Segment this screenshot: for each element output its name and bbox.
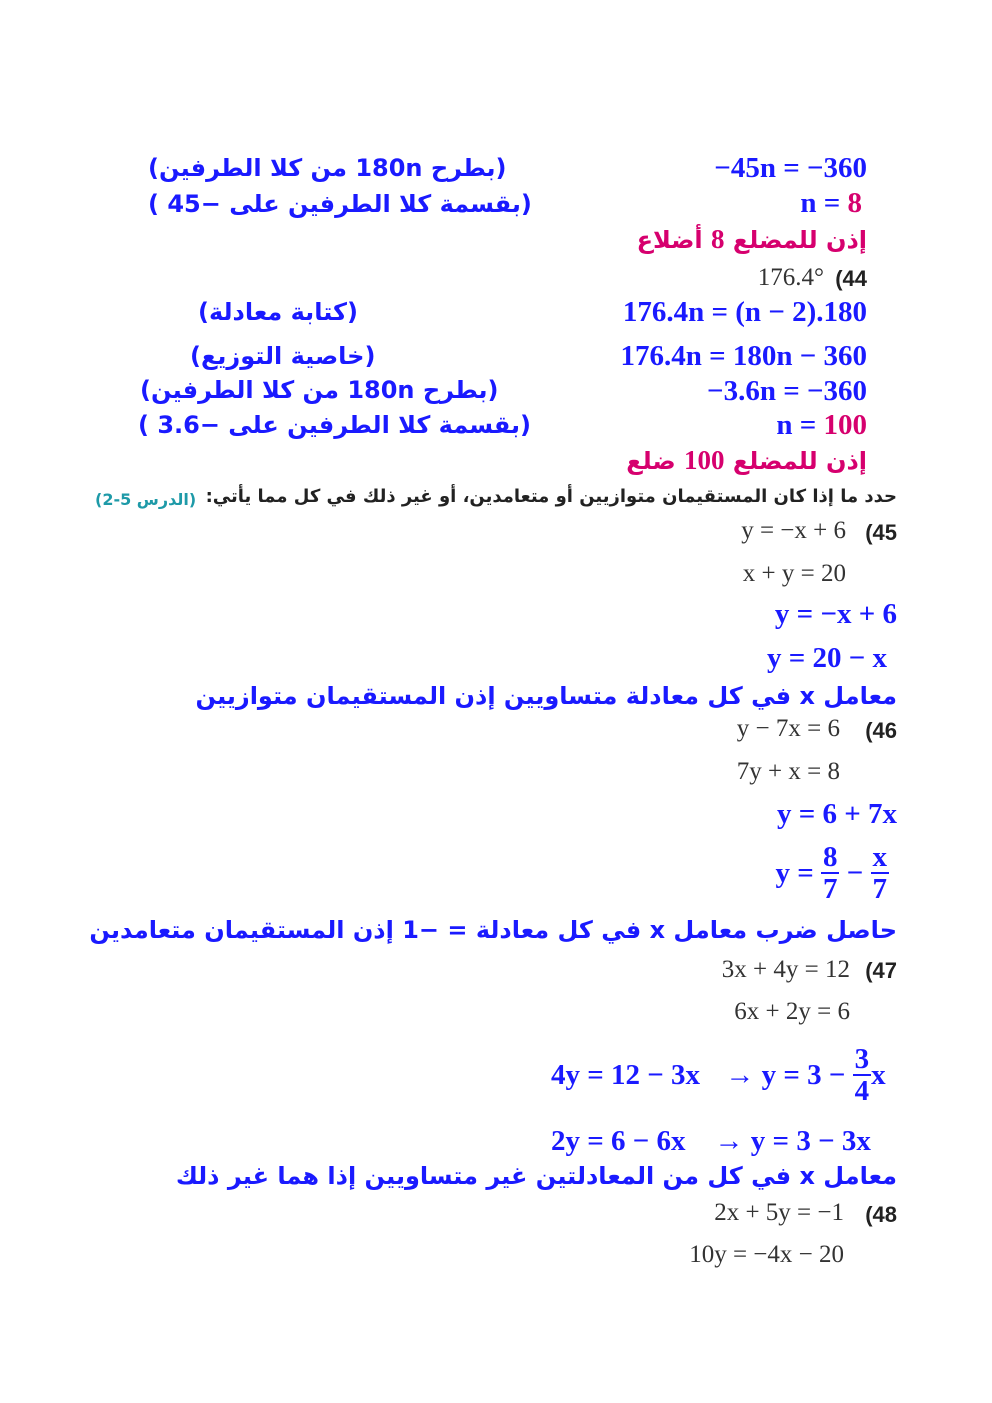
given-equation-45-2: x + y = 20 — [742, 560, 846, 587]
conclusion-45-parallel: معامل x في كل معادلة متساويين إذن المستقيمان متوازيين — [195, 682, 897, 710]
step-47-1: 4y = 12 − 3x → y = 3 − $\frac{3}{4}$ x — [551, 1043, 886, 1108]
step-46-1: y = 6 + 7x — [776, 798, 897, 830]
question-number-44: (44 — [835, 266, 867, 291]
question-number-45: (45 — [865, 520, 897, 545]
note-subtract-180n: (بطرح 180n من كلا الطرفين) — [148, 154, 507, 182]
note-divide-minus3-6: (بقسمة كلا الطرفين على −3.6 ) — [138, 411, 532, 439]
question-number-47: (47 — [865, 958, 897, 983]
given-angle-176: 176.4° — [757, 264, 824, 291]
given-equation-47-2: 6x + 2y = 6 — [734, 998, 850, 1025]
given-equation-47-1: 3x + 4y = 12 — [721, 956, 850, 983]
conclusion-46-perpendicular: حاصل ضرب معامل x في كل معادلة = −1 إذن المستقيمان متعامدين — [89, 916, 897, 944]
n-equals-label: n = — [800, 187, 848, 219]
step-47-2: 2y = 6 − 6x → y = 3 − 3x — [551, 1125, 871, 1157]
given-equation-45-1: y = −x + 6 — [741, 517, 846, 544]
note-distributive-property: (خاصية التوزيع) — [190, 342, 376, 370]
fraction-8-over-7: $\frac{8}{7}$ — [822, 841, 838, 906]
fraction-x-over-7: $\frac{x}{7}$ — [872, 841, 887, 906]
note-write-equation: (كتابة معادلة) — [198, 298, 358, 326]
n-equals-label-2: n = — [776, 409, 824, 441]
conclusion-100-sides: إذن للمضلع 100 ضلع — [626, 445, 867, 475]
step-46-2-fractions: y = $\frac{8}{7}$ − $\frac{x}{7}$ — [775, 841, 887, 906]
equation-176n-180n: 176.4n = 180n − 360 — [620, 340, 867, 372]
conclusion-47-neither: معامل x في كل من المعادلتين غير متساويين إذا هما غير ذلك — [175, 1162, 897, 1190]
given-equation-46-1: y − 7x = 6 — [736, 715, 840, 742]
conclusion-8-sides: إذن للمضلع 8 أضلاع — [636, 224, 867, 254]
n-value: 8 — [847, 187, 862, 219]
given-equation-48-2: 10y = −4x − 20 — [689, 1241, 844, 1268]
note-divide-minus45: (بقسمة كلا الطرفين على −45 ) — [148, 190, 532, 218]
lesson-reference: (الدرس 5-2) — [95, 490, 197, 509]
equation-176n-distribute: 176.4n = (n − 2).180 — [622, 296, 867, 328]
equation-minus3-6n: −3.6n = −360 — [707, 375, 867, 407]
given-equation-46-2: 7y + x = 8 — [736, 758, 840, 785]
question-number-46: (46 — [865, 718, 897, 743]
equation-n-equals-100 — [776, 409, 867, 442]
given-equation-48-1: 2x + 5y = −1 — [714, 1199, 844, 1226]
question-number-48: (48 — [865, 1202, 897, 1227]
n-value-100: 100 — [823, 409, 867, 441]
instruction-text: حدد ما إذا كان المستقيمان متوازيين أو متعامدين، أو غير ذلك في كل مما يأتي: — [205, 486, 897, 507]
step-45-2: y = 20 − x — [766, 642, 887, 674]
note-subtract-180n-2: (بطرح 180n من كلا الطرفين) — [140, 376, 499, 404]
equation-n-equals-8 — [800, 187, 862, 220]
equation-minus45n: −45n = −360 — [714, 152, 867, 184]
step-45-1: y = −x + 6 — [774, 598, 897, 630]
fraction-3-over-4: $\frac{3}{4}$ — [854, 1043, 870, 1108]
